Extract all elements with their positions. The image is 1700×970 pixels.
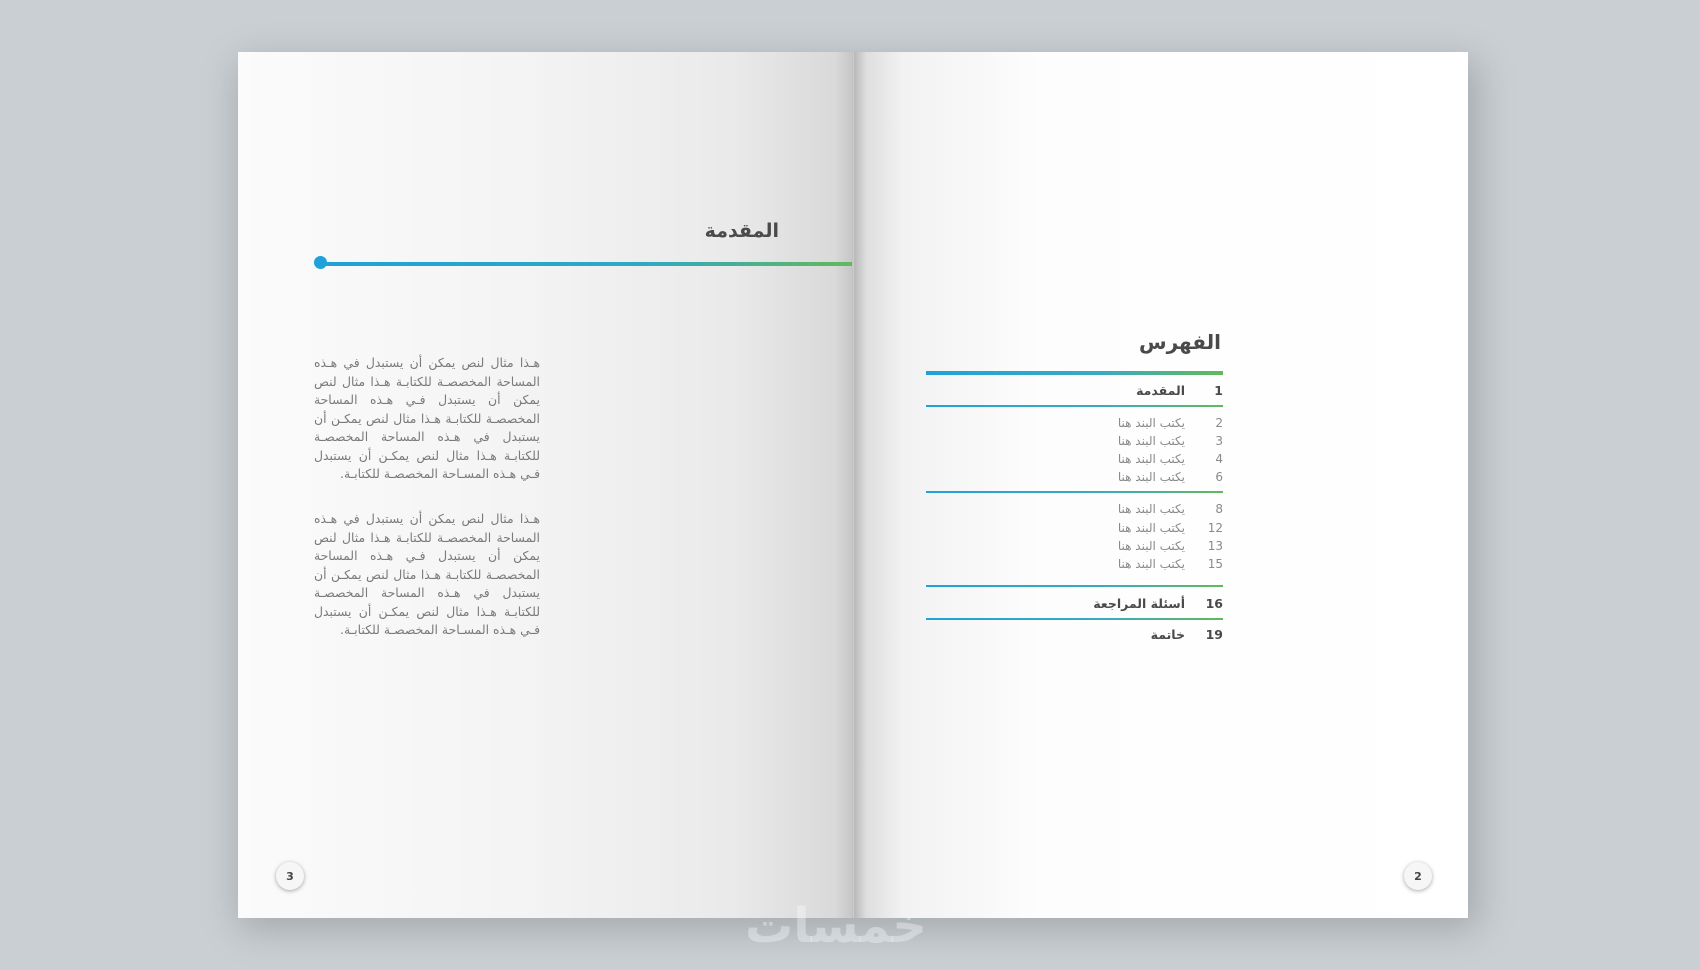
toc-entry-label: يكتب البند هنا — [1117, 521, 1185, 535]
watermark-logo: خمسات — [745, 898, 927, 954]
toc-entry-page: 1 — [1214, 383, 1223, 398]
toc-divider — [926, 491, 1223, 493]
toc-divider — [926, 405, 1223, 407]
toc-entry[interactable] — [926, 595, 1223, 613]
toc-title: الفهرس — [1138, 330, 1221, 354]
toc-title-rule — [926, 371, 1223, 375]
toc-entry-label: أسئلة المراجعة — [1093, 596, 1185, 611]
toc-entry-label: المقدمة — [1136, 383, 1185, 398]
toc-entry-page: 13 — [1207, 539, 1223, 553]
toc-entry-label: خاتمة — [1150, 627, 1185, 642]
rule-dot-marker — [314, 256, 327, 269]
right-page — [854, 52, 1468, 918]
toc-divider — [926, 618, 1223, 620]
toc-entry-label: يكتب البند هنا — [1117, 452, 1185, 466]
toc-entry-page: 15 — [1207, 557, 1223, 571]
toc-entry[interactable] — [926, 468, 1223, 486]
toc-entry[interactable] — [926, 450, 1223, 468]
toc-entry[interactable] — [926, 500, 1223, 518]
toc-entry-label: يكتب البند هنا — [1117, 502, 1185, 516]
toc-entry-label: يكتب البند هنا — [1117, 557, 1185, 571]
toc-entry[interactable] — [926, 555, 1223, 573]
toc-entry-page: 2 — [1215, 416, 1223, 430]
toc-entry-page: 12 — [1207, 521, 1223, 535]
intro-paragraph-2: هـذا مثال لنص يمكن أن يستبدل في هـذه المساحة المخصصـة للكتابـة هـذا مثال لنص يمكن أن يستبدل فـي هـذه المساحة المخصصـة للكتابـة هـذا مثال لنص يمكـن أن يستبدل في هـذه المساحة المخصصـة للكتابـة هـذا مثال لنص يمكـن أن يستبدل فـي هـذه المسـاحة المخصصـة للكتابـة. — [314, 511, 540, 638]
toc-entry[interactable] — [926, 382, 1223, 400]
toc-entry-label: يكتب البند هنا — [1117, 539, 1185, 553]
toc-entry-page: 8 — [1215, 502, 1223, 516]
toc-entry-label: يكتب البند هنا — [1117, 470, 1185, 484]
intro-title-rule — [318, 262, 854, 266]
toc-entry[interactable] — [926, 626, 1223, 644]
page-number-right: 2 — [1404, 862, 1432, 890]
toc-entry-label: يكتب البند هنا — [1117, 416, 1185, 430]
intro-paragraph-1: هـذا مثال لنص يمكن أن يستبدل في هـذه المساحة المخصصـة للكتابـة هـذا مثال لنص يمكن أن يستبدل فـي هـذه المساحة المخصصـة للكتابـة هـذا مثال لنص يمكـن أن يستبدل في هـذه المساحة المخصصـة للكتابـة هـذا مثال لنص يمكـن أن يستبدل فـي هـذه المسـاحة المخصصـة للكتابـة. — [314, 355, 540, 482]
page-number-left: 3 — [276, 862, 304, 890]
toc-entry-page: 4 — [1215, 452, 1223, 466]
toc-entry[interactable] — [926, 537, 1223, 555]
toc-divider — [926, 585, 1223, 587]
toc-entry-page: 3 — [1215, 434, 1223, 448]
toc-entry-label: يكتب البند هنا — [1117, 434, 1185, 448]
toc-entry[interactable] — [926, 414, 1223, 432]
toc-entry-page: 16 — [1205, 596, 1223, 611]
toc-entry[interactable] — [926, 519, 1223, 537]
intro-title: المقدمة — [704, 220, 779, 242]
left-page — [238, 52, 854, 918]
toc-entry[interactable] — [926, 432, 1223, 450]
toc-entry-page: 6 — [1215, 470, 1223, 484]
toc-entry-page: 19 — [1205, 627, 1223, 642]
